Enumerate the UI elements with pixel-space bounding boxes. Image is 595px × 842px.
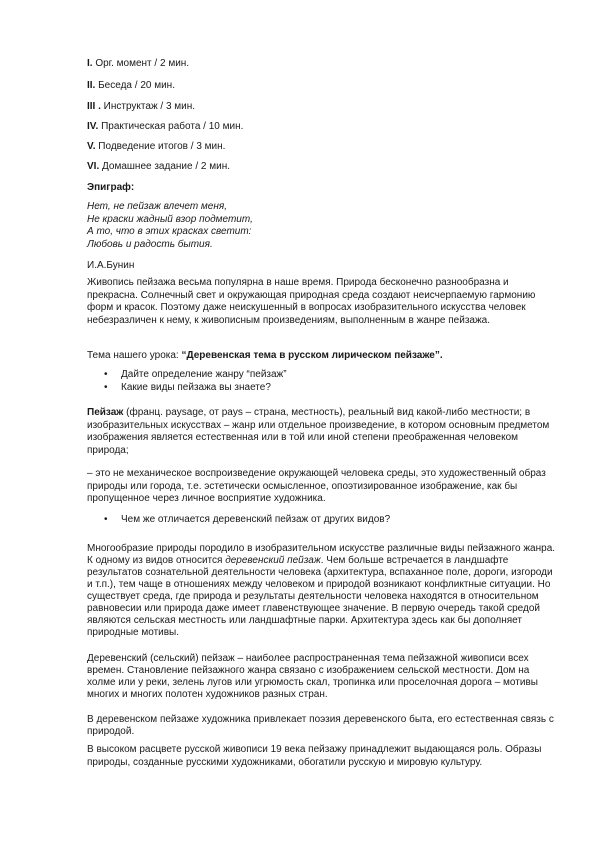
question-item: • Дайте определение жанру “пейзаж” [104, 369, 287, 380]
plan-item: II. Беседа / 20 мин. [87, 80, 175, 91]
bullet-icon: • [104, 514, 108, 525]
plan-item: V. Подведение итогов / 3 мин. [87, 141, 226, 152]
epigraph-poem [87, 201, 253, 251]
bullet-icon: • [104, 382, 108, 393]
poem-line: А то, что в этих красках светит: [87, 226, 252, 237]
intro-paragraph: Живопись пейзажа весьма популярна в наше время. Природа бесконечно разнообразна и прекрасна. Солнечный свет и окружающая природная среда создают неисчерпаемую гармонию форм и красок. Поэтому даже неискушенный в вопросах изобразительного искусства человек небезразличен к нему, к живописным произведениям, выполненным в жанре пейзажа. [87, 277, 536, 326]
epigraph-author: И.А.Бунин [87, 260, 135, 271]
plan-item: I. Орг. момент / 2 мин. [87, 58, 190, 69]
bullet-icon: • [104, 369, 108, 380]
plan-item: III . Инструктаж / 3 мин. [87, 101, 196, 112]
question-item: • Чем же отличается деревенский пейзаж от других видов? [104, 514, 391, 525]
definition-paragraph: Пейзаж (франц. paysage, от pays – страна, местность), реальный вид какой-либо местности; в изобразительных искусствах – жанр или отдельное произведение, в котором основным предметом изображения является естественная или в той или иной степени преображенная человеком природа; [87, 407, 550, 456]
definition-continued: – это не механическое воспроизведение окружающей человека среды, это художественный образ природы или города, т.е. эстетически осмысленное, опоэтизированное изображение, как бы пропущенное через личное восприятие художника. [87, 468, 546, 504]
variety-paragraph: Многообразие природы породило в изобразительном искусстве различные виды пейзажного жанра. К одному из видов относится деревенский пейзаж. Чем больше встречается в ландшафте результатов сознательной деятельности человека (архитектура, вспаханное поле, дороги, изгороди и т.п.), тем чаще в отношениях между человеком и природой возникают конфликтные ситуации. Но существует среда, где природа и результаты деятельности человека находятся в относительном равновесии или природа даже имеет главенствующее значение. В первую очередь такой средой являются сельская местность или ландшафтные парки. Архитектура здесь как бы дополняет природные мотивы. [87, 543, 556, 638]
lesson-topic: Тема нашего урока: “Деревенская тема в русском лирическом пейзаже”. [87, 350, 443, 361]
rural-paragraph: Деревенский (сельский) пейзаж – наиболее распространенная тема пейзажной живописи всех времен. Становление пейзажного жанра связано с изображением сельской местности. Дом на холме или у реки, зелень лугов или угрюмость скал, тропинка или проселочная дорога – мотивы многих и многих полотен художников разных стран. [87, 653, 538, 700]
plan-item: VI. Домашнее задание / 2 мин. [87, 161, 230, 172]
epigraph-heading: Эпиграф: [87, 182, 135, 193]
poem-line: Нет, не пейзаж влечет меня, [87, 201, 227, 212]
poem-line: Любовь и радость бытия. [87, 238, 213, 250]
question-item: • Какие виды пейзажа вы знаете? [104, 382, 271, 393]
poetry-paragraph: В деревенском пейзаже художника привлекает поэзия деревенского быта, его естественная связь с природой. [87, 714, 554, 737]
plan-item: IV. Практическая работа / 10 мин. [87, 121, 244, 132]
poem-line: Не краски жадный взор подметит, [87, 213, 253, 225]
final-paragraph: В высоком расцвете русской живописи 19 века пейзажу принадлежит выдающаяся роль. Образы природы, созданные русскими художниками, обогатили русскую и мировую культуру. [87, 744, 542, 768]
